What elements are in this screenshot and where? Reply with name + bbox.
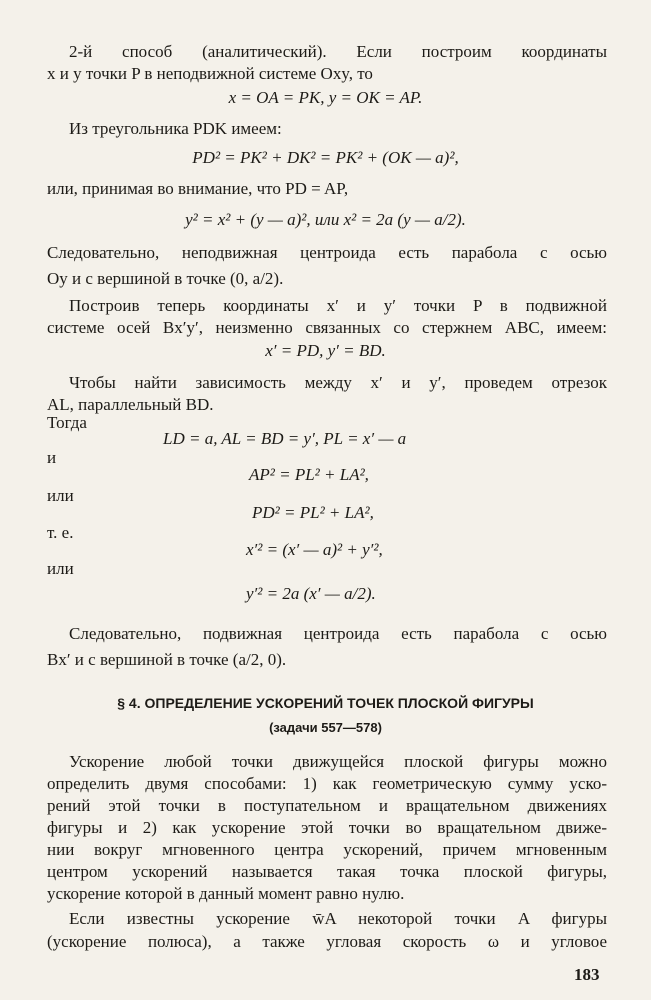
formula-line: PD² = PL² + LA², [252, 503, 374, 522]
page-number: 183 [574, 965, 600, 984]
formula-line: LD = a, AL = BD = y′, PL = x′ — a [163, 429, 407, 448]
text-line: т. е. [47, 523, 74, 542]
section-heading: § 4. ОПРЕДЕЛЕНИЕ УСКОРЕНИЙ ТОЧЕК ПЛОСКОЙ ФИГУРЫ [117, 695, 534, 711]
formula-line: x = OA = PK, y = OK = AP. [228, 88, 423, 107]
text-line: или [47, 559, 74, 578]
text-line: нии вокруг мгновенного центра ускорений, причем мгновенным [47, 840, 607, 859]
formula-line: AP² = PL² + LA², [249, 465, 369, 484]
text-line: Следовательно, неподвижная центроида есть парабола с осью [47, 243, 607, 262]
text-line: x и y точки P в неподвижной системе Oxy, то [47, 64, 373, 83]
text-line: Если известны ускорение w̄A некоторой точки A фигуры [69, 909, 607, 928]
formula-line: x′² = (x′ — a)² + y′², [246, 540, 383, 559]
text-line: 2-й способ (аналитический). Если построим координаты [69, 42, 607, 61]
section-subheading: (задачи 557—578) [269, 720, 382, 735]
text-line: определить двумя способами: 1) как геометрическую сумму уско- [47, 774, 607, 793]
text-line: рений этой точки в поступательном и вращательном движениях [47, 796, 607, 815]
text-line: Oy и с вершиной в точке (0, a/2). [47, 269, 284, 288]
formula-line: y′² = 2a (x′ — a/2). [246, 584, 376, 603]
text-line: центром ускорений называется такая точка плоской фигуры, [47, 862, 607, 881]
text-line: Чтобы найти зависимость между x′ и y′, проведем отрезок [69, 373, 607, 392]
text-line: фигуры и 2) как ускорение этой точки во вращательном движе- [47, 818, 607, 837]
text-line: ускорение которой в данный момент равно нулю. [47, 884, 405, 903]
text-line: системе осей Bx′y′, неизменно связанных со стержнем ABC, имеем: [47, 318, 607, 337]
text-line: или, принимая во внимание, что PD = AP, [47, 179, 349, 198]
text-line: Из треугольника PDK имеем: [69, 119, 282, 138]
text-line: Построив теперь координаты x′ и y′ точки P в подвижной [69, 296, 607, 315]
text-line: Тогда [47, 413, 87, 432]
formula-line: x′ = PD, y′ = BD. [265, 341, 386, 360]
formula-line: PD² = PK² + DK² = PK² + (OK — a)², [192, 148, 459, 167]
text-line: Bx′ и с вершиной в точке (a/2, 0). [47, 650, 287, 669]
text-line: Ускорение любой точки движущейся плоской фигуры можно [69, 752, 607, 771]
text-line: AL, параллельный BD. [47, 395, 214, 414]
text-line: или [47, 486, 74, 505]
text-line: Следовательно, подвижная центроида есть парабола с осью [69, 624, 607, 643]
text-line: (ускорение полюса), а также угловая скорость ω и угловое [47, 932, 607, 951]
text-line: и [47, 448, 57, 467]
formula-line: y² = x² + (y — a)², или x² = 2a (y — a/2). [185, 210, 466, 229]
